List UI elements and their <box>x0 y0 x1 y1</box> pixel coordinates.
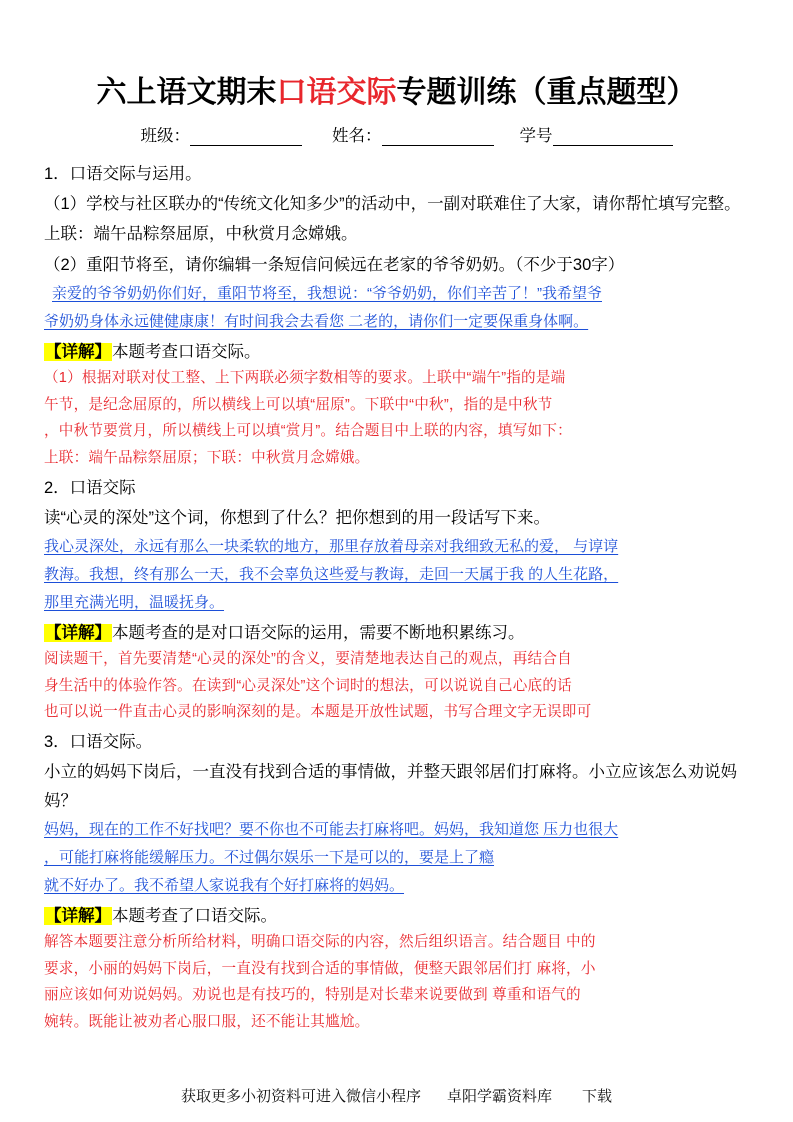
footer-download-link[interactable]: 下载 <box>582 1088 613 1105</box>
footer-text-1: 获取更多小初资料可进入微信小程序 <box>180 1088 421 1105</box>
number-blank[interactable] <box>553 129 673 146</box>
explanation-2-heading <box>44 620 749 646</box>
student-info-row <box>44 122 749 146</box>
page-title <box>44 74 749 112</box>
number-label: 学号 <box>519 126 553 145</box>
explanation-1-head-text: 本题考查口语交际。 <box>112 342 261 361</box>
question-number-2: 2．口语交际 <box>44 478 136 497</box>
answer-1-line-1: 亲爱的爷爷奶奶你们好，重阳节将至，我想说：“爷爷奶奶，你们辛苦了！”我希望爷 <box>52 285 602 302</box>
explanation-2-line-1: 阅读题干，首先要清楚“心灵的深处”的含义，要清楚地表达自己的观点，再结合自 <box>44 651 572 668</box>
question-1-sub-2: （2）重阳节将至，请你编辑一条短信问候远在老家的爷爷奶奶。（不少于30字） <box>44 255 625 274</box>
title-highlight: 口语交际 <box>276 76 397 109</box>
answer-3-line-2: ，可能打麻将能缓解压力。不过偶尔娱乐一下是可以的，要是上了瘾 <box>44 848 495 866</box>
explanation-3-head-text: 本题考查了口语交际。 <box>112 906 277 925</box>
question-3-sub-1: 小立的妈妈下岗后，一直没有找到合适的事情做，并整天跟邻居们打麻将。小立应该怎么劝说妈妈？ <box>44 763 737 810</box>
explanation-3-heading <box>44 903 749 929</box>
question-1-couplet: 上联：端午品粽祭屈原，中秋赏月念嫦娥。 <box>44 225 358 244</box>
answer-3-line-3: 就不好办了。我不希望人家说我有个好打麻将的妈妈。 <box>44 876 405 894</box>
explanation-tag: 【详解】 <box>45 623 111 642</box>
explanation-1-line-1: （1）根据对联对仗工整、上下两联必须字数相等的要求。上联中“端午”指的是端 <box>44 369 566 386</box>
explanation-3-line-3: 丽应该如何劝说妈妈。劝说也是有技巧的，特别是对长辈来说要做到 尊重和语气的 <box>44 987 581 1004</box>
explanation-3-line-4: 婉转。既能让被劝者心服口服，还不能让其尴尬。 <box>44 1013 370 1030</box>
name-label: 姓名： <box>332 126 382 145</box>
page-footer <box>0 1085 793 1106</box>
answer-3-line-1: 妈妈，现在的工作不好找吧？要不你也不可能去打麻将吧。妈妈，我知道您 压力也很大 <box>44 821 619 839</box>
explanation-1-line-4: 上联：端午品粽祭屈原；下联：中秋赏月念嫦娥。 <box>44 449 370 466</box>
explanation-tag: 【详解】 <box>45 342 111 361</box>
class-blank[interactable] <box>190 129 302 146</box>
question-number-3: 3．口语交际。 <box>44 733 153 751</box>
question-2-sub-1: 读“心灵的深处”这个词，你想到了什么？把你想到的用一段话写下来。 <box>44 508 550 527</box>
class-label: 班级： <box>140 126 190 145</box>
explanation-1-heading <box>44 339 749 365</box>
footer-text-2: 卓阳学霸资料库 <box>446 1088 552 1105</box>
question-number-1: 1．口语交际与运用。 <box>44 164 202 183</box>
title-part-1: 六上语文期末 <box>96 76 277 109</box>
answer-2-line-3: 那里充满光明，温暖抚身。 <box>44 593 225 611</box>
explanation-2-head-text: 本题考查的是对口语交际的运用，需要不断地积累练习。 <box>112 623 525 642</box>
name-blank[interactable] <box>382 129 494 146</box>
explanation-3-line-1: 解答本题要注意分析所给材料，明确口语交际的内容，然后组织语言。结合题目 中的 <box>44 933 596 950</box>
explanation-1-line-2: 午节，是纪念屈原的，所以横线上可以填“屈原”。下联中“中秋”，指的是中秋节 <box>44 396 553 413</box>
answer-2-line-1: 我心灵深处，永远有那么一块柔软的地方，那里存放着母亲对我细致无私的爱， 与谆谆 <box>44 538 619 556</box>
answer-2-line-2: 教海。我想，终有那么一天，我不会辜负这些爱与教诲，走回一天属于我 的人生花路， <box>44 566 619 584</box>
explanation-2-line-3: 也可以说一件直击心灵的影响深刻的是。本题是开放性试题，书写合理文字无误即可 <box>44 704 592 721</box>
answer-1-line-2: 爷奶奶身体永远健健康康！有时间我会去看您 二老的，请你们一定要保重身体啊。 <box>44 312 589 330</box>
explanation-3-line-2: 要求，小丽的妈妈下岗后，一直没有找到合适的事情做，便整天跟邻居们打 麻将，小 <box>44 960 596 977</box>
explanation-tag: 【详解】 <box>45 906 111 925</box>
explanation-2-line-2: 身生活中的体验作答。在读到“心灵深处”这个词时的想法，可以说说自己心底的话 <box>44 677 572 694</box>
question-1-sub-1: （1）学校与社区联办的“传统文化知多少”的活动中，一副对联难住了大家，请你帮忙填写完整。 <box>44 194 741 213</box>
title-part-2: 专题训练（重点题型） <box>396 76 697 109</box>
explanation-1-line-3: ，中秋节要赏月，所以横线上可以填“赏月”。结合题目中上联的内容，填写如下： <box>44 423 572 440</box>
